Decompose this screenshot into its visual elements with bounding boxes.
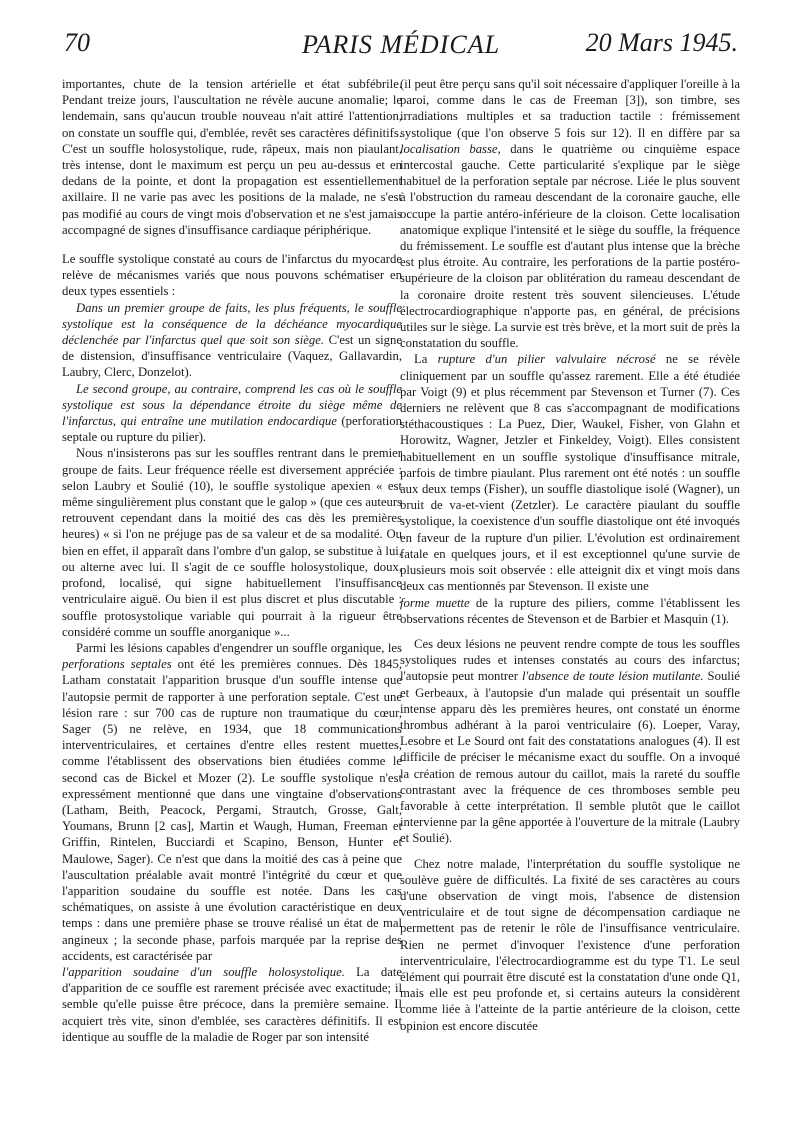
paragraph (400, 595, 740, 627)
paragraph-text: Nous n'insisterons pas sur les souffles rentrant dans le premier groupe de faits. Leur fréquence réelle est diversement appréciée : selon Laubry et Soulié (10), le souffle systolique apexien « est même singulièrement plus constant que le galop » (que ces auteurs retrouvent cependant dans la moitié des cas dès les premières heures) « si l'on ne préjuge pas de sa valeur et de sa modalité. Ou bien en effet, il apparaît dans l'ombre d'un galop, se substitue à lui, ou alterne avec lui. Il s'agit de ce souffle holosystolique, doux, profond, localisé, qui signe habituellement l'insuffisance ventriculaire aiguë. Ou bien il est plus discret et plus discutable : souffle protosystolique variable qui pourrait à la rigueur être considéré comme un souffle anorganique »... (62, 446, 402, 639)
page-number: 70 (64, 28, 90, 57)
italic-text: l'absence de toute lésion mutilante. (521, 669, 704, 684)
paragraph (62, 251, 402, 300)
paragraph-text: Soulié et Gerbeaux, à l'autopsie d'un malade qui présentait un souffle intense apparu dès les premières heures, ont constaté un énorme thrombus adhérant à la paroi ventriculaire (6). Loeper, Varay, Lesobre et Le Sourd ont fait des constatations analogues (4). Il est difficile de préciser le mécanisme exact du souffle. On a invoqué la création de remous autour du caillot, mais la rareté du souffle contrastant avec la fréquence de ces thromboses semble peu favorable à cette interprétation. Il semble plutôt que le caillot intervienne par la gêne apportée à l'ouverture de la mitrale (Laubry et Soulié). (400, 669, 740, 846)
paragraph-text: ont été les premières connues. Dès 1845, Latham constatait l'apparition brusque d'un souffle intense que l'autopsie permit de rapporter à une perforation septale. C'est une lésion rare : sur 700 cas de rupture non traumatique du cœur, Sager (5) ne relève, en 1934, que 18 communications interventriculaires, et certaines d'entre elles restent muettes, comme l'établissent des observations bien étudiées comme le second cas de Bickel et Mozer (2). Le souffle systolique n'est expressément mentionné que dans une vingtaine d'observations (Latham, Beith, Peacock, Pergami, Strautch, Grosse, Galt, Youmans, Brunn [2 cas], Martin et Waugh, Human, Freeman et Griffin, Rintelen, Bucciardi et Scapino, Benson, Hunter et Maulowe, Sager). Ce n'est que dans la moitié des cas à peine que l'auscultation préalable avait montré l'intégrité du cœur et que l'apparition soudaine du souffle est notée. Dans les cas schématiques, on assiste à une évolution caractéristique en deux temps : dans une première phase se trouve réalisé un état de mal angineux ; la seconde phase, parfois marquée par la reprise des accidents, est caractérisée par (62, 657, 402, 963)
paragraph-text: Chez notre malade, l'interprétation du souffle systolique ne soulève guère de difficultés. La fixité de ses caractères au cours d'une observation de vingt mois, l'absence de distension ventriculaire et de tout signe de décompensation cardiaque ne permettent pas de retenir le rôle de l'insuffisance ventriculaire. Rien ne permet d'invoquer l'existence d'une perforation interventriculaire, l'électrocardiogramme est du type T1. Le seul élément qui pourrait être discuté est la constatation d'une onde Q1, mais elle est peu profonde et, si certains auteurs la considèrent comme liée à l'atteinte de la partie antérieure de la cloison, cette opinion est encore discutée (400, 856, 740, 1033)
issue-date: 20 Mars 1945. (585, 28, 738, 57)
italic-text: Le second groupe, au contraire, comprend les cas où le souffle systolique est sous la dépendance étroite du siège même de l'infarctus, qui entraîne une mutilation endocardique (62, 381, 402, 429)
paragraph (62, 445, 402, 639)
italic-text: rupture d'un pilier valvulaire nécrosé (437, 352, 656, 367)
paragraph-text: Parmi les lésions capables d'engendrer un souffle organique, les (76, 640, 402, 655)
paragraph (62, 300, 402, 381)
right-column (400, 76, 740, 1034)
paragraph (62, 76, 402, 238)
italic-text: Dans un premier groupe de faits, les plus fréquents, le souffle systolique est la conséquence de la déchéance myocardique déclenchée par l'infarctus quel que soit son siège. (62, 300, 402, 348)
journal-title: PARIS MÉDICAL (301, 30, 501, 59)
paragraph (62, 964, 402, 1045)
paragraph (62, 640, 402, 964)
page-header (64, 28, 738, 68)
paragraph-text: (perforation septale ou rupture du pilier). (62, 414, 402, 445)
paragraph-text: La (414, 352, 438, 367)
paragraph-text: Ces deux lésions ne peuvent rendre compte de tous les souffles systoliques rudes et intenses constatés au cours des infarctus; l'autopsie peut montrer (400, 636, 740, 684)
paragraph-text: La date d'apparition de ce souffle est rarement précisée avec exactitude; il semble qu'elle puisse être précoce, dans la première semaine. Il acquiert très vite, sinon d'emblée, ses caractères définitifs. Il est identique au souffle de la maladie de Roger par son intensité (62, 964, 402, 1044)
paragraph (400, 76, 740, 351)
italic-text: forme muette (400, 595, 470, 610)
paragraph (400, 856, 740, 1034)
italic-text: perforations septales (62, 657, 172, 672)
paragraph-text: de la rupture des piliers, comme l'établissent les observations récentes de Stevenson et de Barbier et Masquin (1). (400, 595, 741, 626)
paragraph (400, 636, 740, 847)
paragraph-text: C'est un signe de distension, d'insuffisance ventriculaire (Vaquez, Gallavardin, Laubry, Clerc, Donzelot). (62, 333, 402, 380)
paragraph-text: ne se révèle cliniquement par un souffle qu'assez rarement. Elle a été étudiée par Voigt (9) et plus récemment par Stevenson et Turner (7). Ces derniers ne relèvent que 8 cas s'accompagnant de modifications stéthacoustiques : La Puez, Dier, Waukel, Fisher, von Glahn et Horowitz, Wagner, Jetzler et Finkeldey, Voigt). Elles consistent habituellement en un souffle systolique d'insuffisance mitrale, parfois de timbre piaulant. Plus rarement ont été notés : un souffle aux deux temps (Fisher), un souffle diastolique isolé (Wagner), un bruit de va-et-vient (Zetzler). Le caractère piaulant du souffle systolique, la coexistence d'un souffle diastolique ont été invoqués en faveur de la rupture d'un pilier. L'évolution est ordinairement fatale en quelques jours, et il est exceptionnel qu'une survie de plusieurs mois soit observée : elle atteignit dix et vingt mois dans deux cas mentionnés par Stevenson. Il existe une (400, 352, 740, 594)
paragraph-text: (il peut être perçu sans qu'il soit nécessaire d'appliquer l'oreille à la paroi, comme dans le cas de Freeman [3]), son timbre, ses irradiations multiples et sa traduction tactile : frémissement systolique (que l'on observe 5 fois sur 12). Il en diffère par sa (400, 77, 740, 140)
paragraph-text: Le souffle systolique constaté au cours de l'infarctus du myocarde relève de mécanismes variés que nous pouvons schématiser en deux types essentiels : (62, 252, 402, 299)
paragraph-text: importantes, chute de la tension artérielle et état subfébrile. Pendant treize jours, l'auscultation ne révèle aucune anomalie; le lendemain, sans qu'aucun trouble nouveau n'ait attiré l'attention, on constate un souffle qui, d'emblée, revêt ses caractères définitifs. C'est un souffle holosystolique, rude, râpeux, mais non piaulant, très intense, dont le maximum est perçu un peu au-dessus et en dedans de la pointe, et dont la propagation est essentiellement axillaire. Il ne varie pas avec les positions de la malade, ne s'est pas modifié au cours de vingt mois d'observation et ne s'est jamais accompagné de signes d'insuffisance cardiaque périphérique. (62, 77, 402, 237)
left-column (62, 76, 402, 1045)
paragraph-text: , dans le quatrième ou cinquième espace intercostal gauche. Cette particularité s'explique par le siège habituel de la perforation septale par nécrose. Liée le plus souvent à l'obstruction du rameau descendant de la coronaire gauche, elle occupe la partie antéro-inférieure de la cloison. Cette localisation anatomique explique l'intensité et le siège du souffle, la fréquence du frémissement. Le souffle est d'autant plus intense que la brèche est plus étroite. Au contraire, les perforations de la partie postéro-supérieure de la cloison par oblitération du rameau descendant de la coronaire droite restent très souvent silencieuses. L'étude électrocardiographique n'apporte pas, en général, de précisions utiles sur le siège. La survie est très brève, et la mort suit de près la constatation du souffle. (400, 141, 740, 351)
paragraph (400, 351, 740, 594)
italic-text: localisation basse (400, 141, 498, 156)
italic-text: l'apparition soudaine d'un souffle holosystolique. (62, 964, 345, 979)
paragraph (62, 381, 402, 446)
